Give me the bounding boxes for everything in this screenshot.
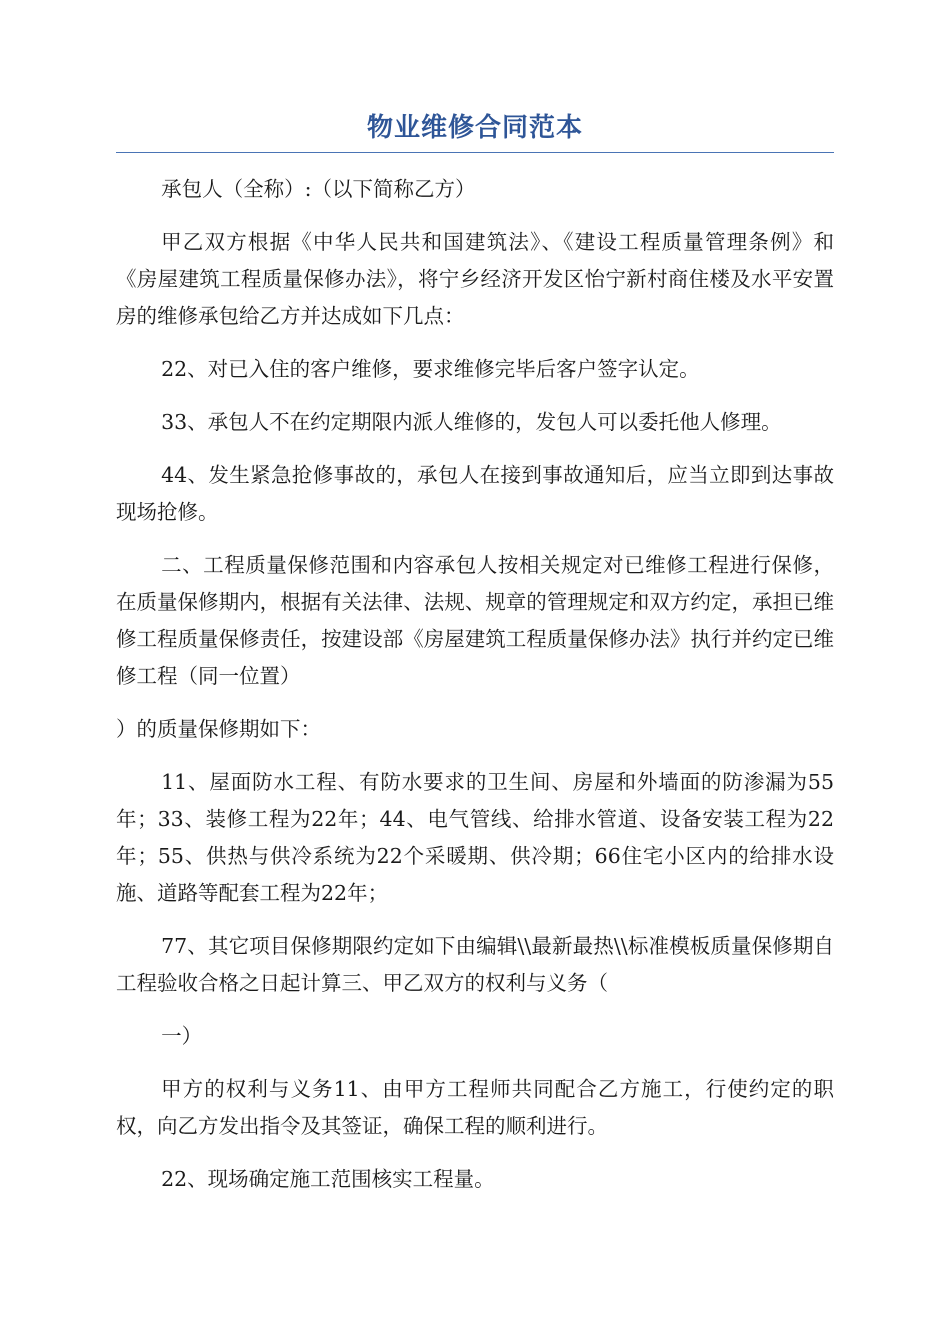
document-body [116, 171, 834, 1198]
body-paragraph: 77、其它项目保修期限约定如下由编辑\\最新最热\\标准模板质量保修期自工程验收合格之日起计算三、甲乙双方的权利与义务（ [116, 934, 834, 995]
body-paragraph: 22、现场确定施工范围核实工程量。 [161, 1167, 495, 1191]
body-paragraph: 二、工程质量保修范围和内容承包人按相关规定对已维修工程进行保修，在质量保修期内，根据有关法律、法规、规章的管理规定和双方约定，承担已维修工程质量保修责任，按建设部《房屋建筑工程质量保修办法》执行并约定已维修工程（同一位置） [116, 553, 834, 688]
document-page [116, 108, 834, 1214]
body-paragraph: 33、承包人不在约定期限内派人维修的，发包人可以委托他人修理。 [161, 410, 782, 434]
body-paragraph: 甲乙双方根据《中华人民共和国建筑法》、《建设工程质量管理条例》和《房屋建筑工程质量保修办法》，将宁乡经济开发区怡宁新村商住楼及水平安置房的维修承包给乙方并达成如下几点： [116, 230, 834, 328]
body-paragraph: 22、对已入住的客户维修，要求维修完毕后客户签字认定。 [161, 357, 700, 381]
title-underline [116, 152, 834, 153]
document-title: 物业维修合同范本 [366, 113, 583, 143]
body-paragraph: 11、屋面防水工程、有防水要求的卫生间、房屋和外墙面的防渗漏为55年；33、装修工程为22年；44、电气管线、给排水管道、设备安装工程为22年；55、供热与供冷系统为22个采暖期、供冷期；66住宅小区内的给排水设施、道路等配套工程为22年； [116, 770, 834, 905]
body-paragraph: 承包人（全称）:（以下简称乙方） [161, 177, 476, 201]
body-paragraph: 一） [161, 1024, 203, 1048]
body-paragraph: 甲方的权利与义务11、由甲方工程师共同配合乙方施工，行使约定的职权，向乙方发出指令及其签证，确保工程的顺利进行。 [116, 1077, 834, 1138]
body-paragraph: 44、发生紧急抢修事故的，承包人在接到事故通知后，应当立即到达事故现场抢修。 [116, 463, 834, 524]
body-paragraph: ）的质量保修期如下： [116, 717, 321, 741]
